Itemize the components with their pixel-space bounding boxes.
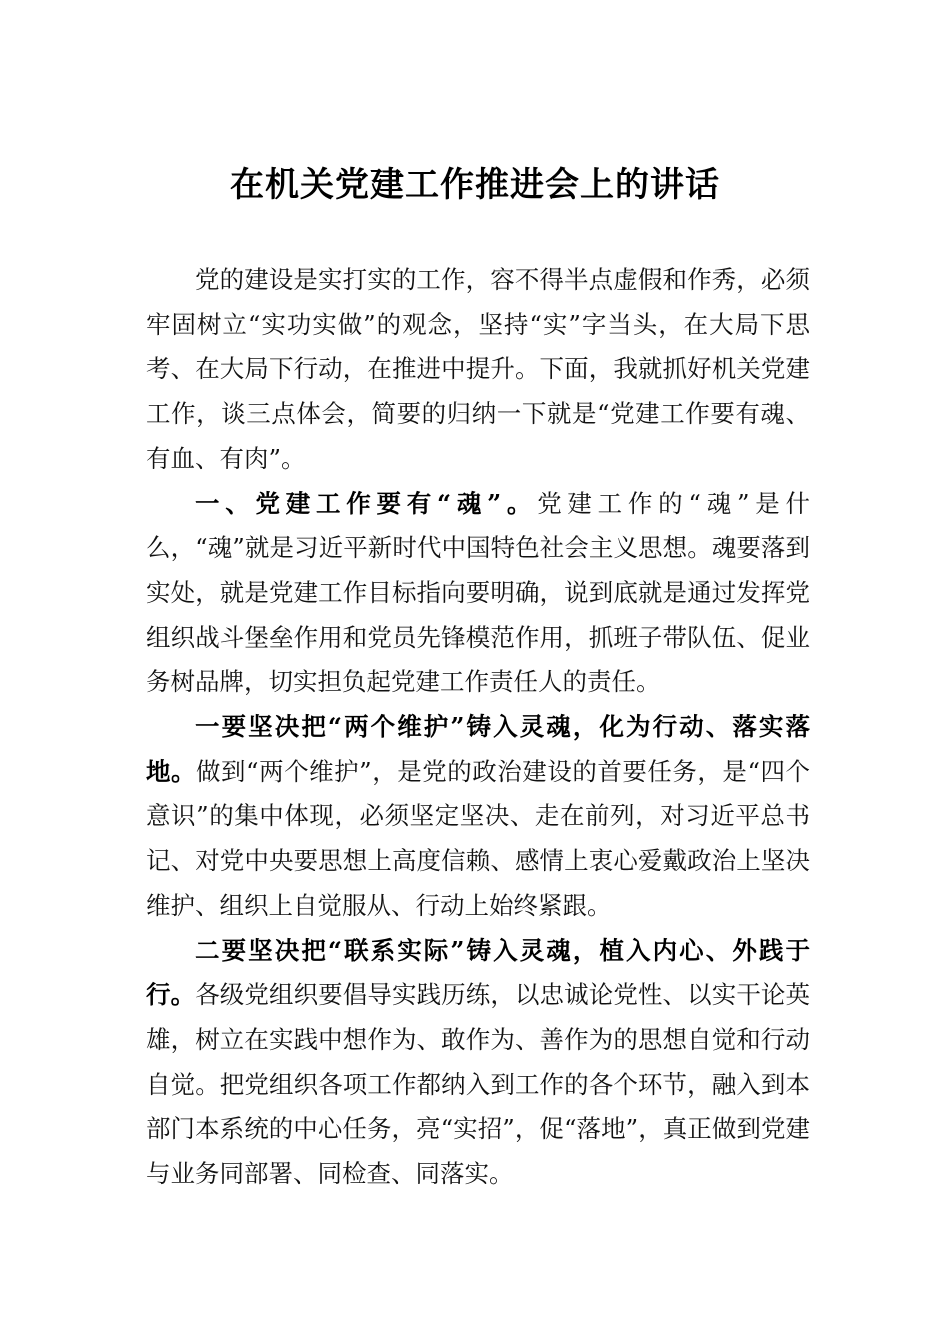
paragraph-section-one (146, 482, 810, 706)
paragraph-text: 党建工作的“魂”是什么，“魂”就是习近平新时代中国特色社会主义思想。魂要落到实处，就是党建工作目标指向要明确，说到底就是通过发挥党组织战斗堡垒作用和党员先锋模范作用，抓班子带队伍、促业务树品牌，切实担负起党建工作责任人的责任。 (146, 488, 810, 697)
paragraph-point-one (146, 705, 810, 929)
document-body (146, 258, 810, 1197)
paragraph-text: 做到“两个维护”，是党的政治建设的首要任务，是“四个意识”的集中体现，必须坚定坚决、走在前列，对习近平总书记、对党中央要思想上高度信赖、感情上衷心爱戴政治上坚决维护、组织上自觉服从、行动上始终紧跟。 (146, 756, 810, 920)
paragraph-point-two (146, 929, 810, 1197)
document-title: 在机关党建工作推进会上的讲话 (230, 165, 720, 205)
paragraph-text: 党的建设是实打实的工作，容不得半点虚假和作秀，必须牢固树立“实功实做”的观念，坚持“实”字当头，在大局下思考、在大局下行动，在推进中提升。下面，我就抓好机关党建工作，谈三点体会，简要的归纳一下就是“党建工作要有魂、有血、有肉”。 (146, 265, 810, 473)
paragraph-heading: 一要坚决把“两个维护”铸入灵魂，化为行动、落实落地。 (146, 712, 810, 786)
paragraph-intro (146, 258, 810, 482)
paragraph-heading: 一、党建工作要有“魂”。 (195, 488, 538, 518)
paragraph-heading: 二要坚决把“联系实际”铸入灵魂，植入内心、外践于行。 (146, 935, 810, 1010)
paragraph-text: 各级党组织要倡导实践历练，以忠诚论党性、以实干论英雄，树立在实践中想作为、敢作为、善作为的思想自觉和行动自觉。把党组织各项工作都纳入到工作的各个环节，融入到本部门本系统的中心任务，亮“实招”，促“落地”，真正做到党建与业务同部署、同检查、同落实。 (146, 980, 811, 1189)
